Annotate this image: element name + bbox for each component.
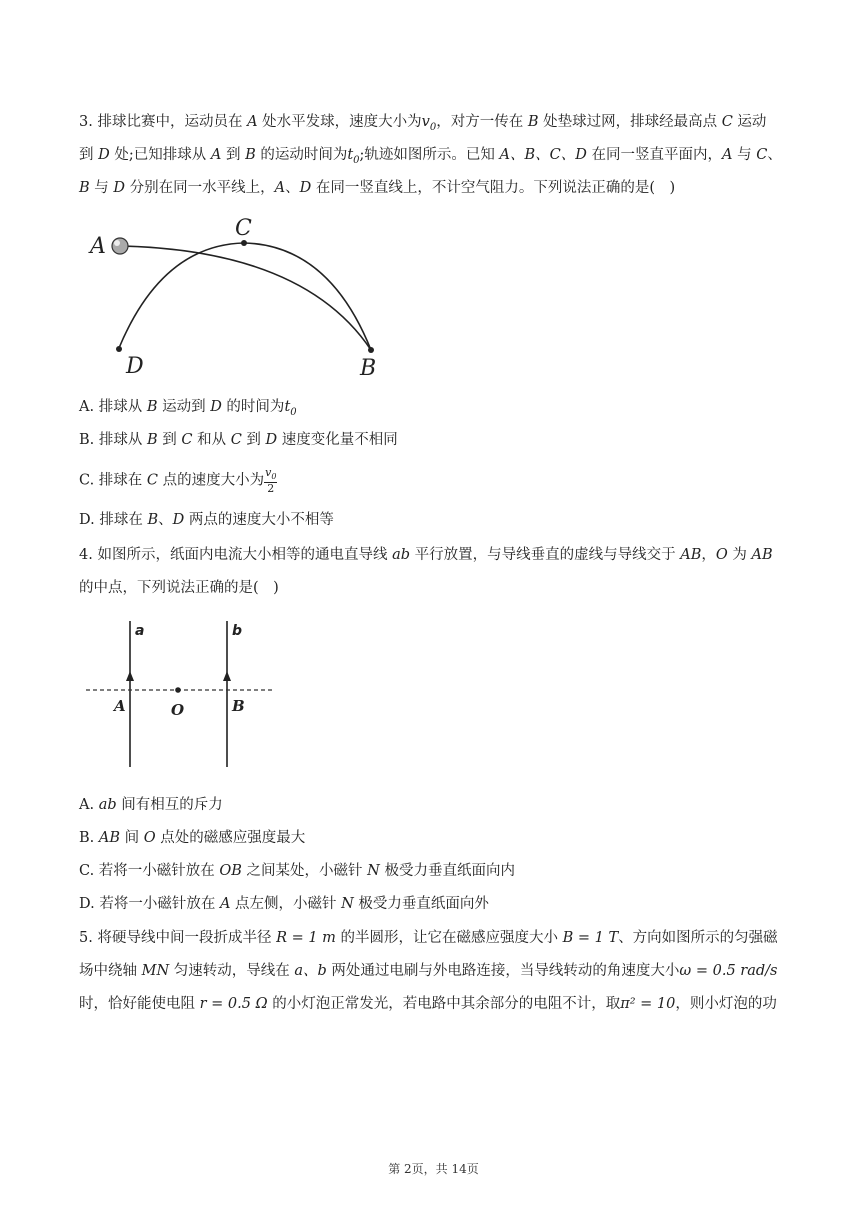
q4-option-b: B. AB 间 O 点处的磁感应强度最大: [79, 830, 306, 846]
label-point-b: B: [232, 697, 245, 715]
arrow-up-icon: [126, 671, 134, 681]
q4-option-d: D. 若将一小磁针放在 A 点左侧，小磁针 N 极受力垂直纸面向外: [79, 896, 489, 912]
q4-option-a: A. ab 间有相互的斥力: [79, 797, 223, 813]
curve-d-to-c: [119, 243, 371, 350]
label-wire-a: a: [135, 623, 145, 639]
point-b: [368, 347, 374, 353]
q4-wires-figure: [84, 615, 279, 770]
curve-a-to-b: [120, 246, 371, 350]
fraction-v0-over-2: $\frac{v_0}{2}$: [265, 466, 277, 496]
q3-option-a: A. 排球从 B 运动到 D 的时间为$t_0$: [79, 399, 297, 418]
page-footer: 第 2页，共 14页: [388, 1162, 479, 1176]
q4-line-1: 4. 如图所示，纸面内电流大小相等的通电直导线 ab 平行放置，与导线垂直的虚线与导线交于 AB，O 为 AB: [79, 547, 773, 563]
ball-icon: [112, 238, 128, 254]
point-d: [116, 346, 122, 352]
q3-trajectory-figure: [84, 215, 394, 380]
q3-line-2: 到 D 处;已知排球从 A 到 B 的运动时间为$t_0$;轨迹如图所示。已知 A、B、C、D 在同一竖直平面内，A 与 C、: [79, 147, 782, 166]
q4-option-c: C. 若将一小磁针放在 OB 之间某处，小磁针 N 极受力垂直纸面向内: [79, 863, 515, 879]
q3-line-1: 3. 排球比赛中，运动员在 A 处水平发球，速度大小为$v_0$，对方一传在 B 处垫球过网，排球经最高点 C 运动: [79, 114, 767, 133]
q3-option-b: B. 排球从 B 到 C 和从 C 到 D 速度变化量不相同: [79, 432, 398, 448]
q3-line-3: B 与 D 分别在同一水平线上，A、D 在同一竖直线上，不计空气阻力。下列说法正确的是( ): [79, 180, 676, 196]
label-a: A: [90, 234, 106, 259]
q5-line-3: 时，恰好能使电阻 r = 0.5 Ω 的小灯泡正常发光，若电路中其余部分的电阻不计，取π² = 10，则小灯泡的功: [79, 996, 777, 1012]
q4-line-2: 的中点，下列说法正确的是( ): [79, 580, 279, 596]
label-wire-b: b: [232, 623, 243, 639]
label-d: D: [126, 354, 144, 379]
q3-option-c: C. 排球在 C 点的速度大小为 $\frac{v_0}{2}$: [79, 466, 277, 496]
q3-option-d: D. 排球在 B、D 两点的速度大小不相等: [79, 512, 334, 528]
label-b: B: [360, 356, 377, 380]
label-point-a: A: [114, 697, 126, 715]
label-c: C: [235, 216, 252, 241]
q5-line-1: 5. 将硬导线中间一段折成半径 R = 1 m 的半圆形，让它在磁感应强度大小 B = 1 T、方向如图所示的匀强磁: [79, 930, 778, 946]
arrow-up-icon: [223, 671, 231, 681]
label-point-o: O: [171, 701, 185, 719]
q5-line-2: 场中绕轴 MN 匀速转动，导线在 a、b 两处通过电刷与外电路连接，当导线转动的角速度大小ω = 0.5 rad/s: [79, 963, 778, 979]
point-o: [175, 687, 181, 693]
